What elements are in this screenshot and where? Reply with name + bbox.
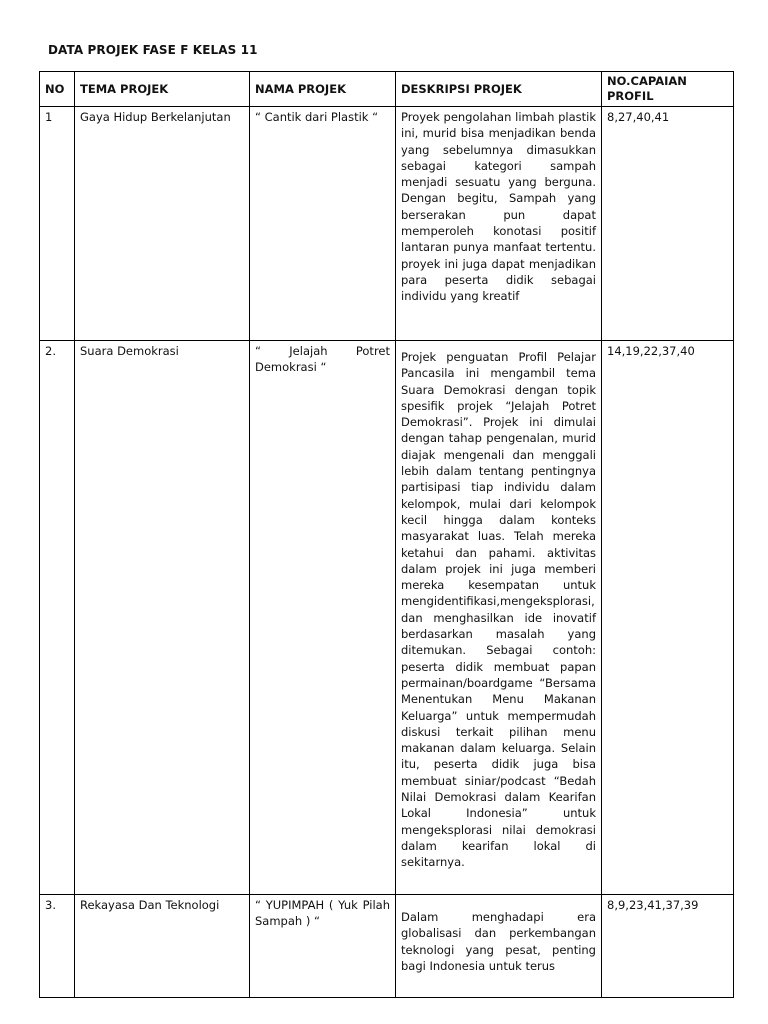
table-row [40, 341, 734, 895]
project-table [39, 71, 734, 998]
table-header-row [40, 72, 734, 107]
cell-capaian: 14,19,22,37,40 [602, 341, 734, 895]
cell-no: 1 [40, 107, 75, 341]
cell-deskripsi [396, 895, 602, 998]
cell-nama: “ YUPIMPAH ( Yuk Pilah Sampah ) “ [250, 895, 396, 998]
cell-no: 2. [40, 341, 75, 895]
table-row [40, 107, 734, 341]
cell-deskripsi: Proyek pengolahan limbah plastik ini, murid bisa menjadikan benda yang sebelumnya dimasukkan sebagai kategori sampah menjadi sesuatu yang berguna. Dengan begitu, Sampah yang berserakan pun dapat memperoleh konotasi positif lantaran punya manfaat tertentu. proyek ini juga dapat menjadikan para peserta didik sebagai individu yang kreatif [396, 107, 602, 341]
cell-deskripsi [396, 341, 602, 895]
deskripsi-text: Projek penguatan Profil Pelajar Pancasila ini mengambil tema Suara Demokrasi dengan topik spesifik projek “Jelajah Potret Demokrasi”. Projek ini dimulai dengan tahap pengenalan, murid diajak mengenali dan menggali lebih dalam tentang pentingnya partisipasi tiap individu dalam kelompok, mulai dari kelompok kecil hingga dalam konteks masyarakat luas. Telah mereka ketahui dan pahami. aktivitas dalam projek ini juga memberi mereka kesempatan untuk mengidentifikasi,mengeksplorasi, dan menghasilkan ide inovatif berdasarkan masalah yang ditemukan. Sebagai contoh: peserta didik membuat papan permainan/boardgame “Bersama Menentukan Menu Makanan Keluarga” untuk mempermudah diskusi terkait pilihan menu makanan dalam keluarga. Selain itu, peserta didik juga bisa membuat siniar/podcast “Bedah Nilai Demokrasi dalam Kearifan Lokal Indonesia” untuk mengeksplorasi nilai demokrasi dalam kearifan lokal di sekitarnya. [401, 350, 596, 870]
cell-capaian: 8,9,23,41,37,39 [602, 895, 734, 998]
header-deskripsi: DESKRIPSI PROJEK [396, 72, 602, 107]
cell-tema: Rekayasa Dan Teknologi [75, 895, 250, 998]
deskripsi-text: Dalam menghadapi era globalisasi dan perkembangan teknologi yang pesat, penting bagi Indonesia untuk terus [401, 910, 596, 973]
cell-nama: “ Cantik dari Plastik “ [250, 107, 396, 341]
cell-capaian: 8,27,40,41 [602, 107, 734, 341]
cell-nama: “ Jelajah Potret Demokrasi “ [250, 341, 396, 895]
header-capaian: NO.CAPAIAN PROFIL [602, 72, 734, 107]
document-title: DATA PROJEK FASE F KELAS 11 [48, 43, 258, 57]
cell-tema: Gaya Hidup Berkelanjutan [75, 107, 250, 341]
cell-tema: Suara Demokrasi [75, 341, 250, 895]
table-row [40, 895, 734, 998]
header-tema: TEMA PROJEK [75, 72, 250, 107]
header-nama: NAMA PROJEK [250, 72, 396, 107]
cell-no: 3. [40, 895, 75, 998]
header-no: NO [40, 72, 75, 107]
